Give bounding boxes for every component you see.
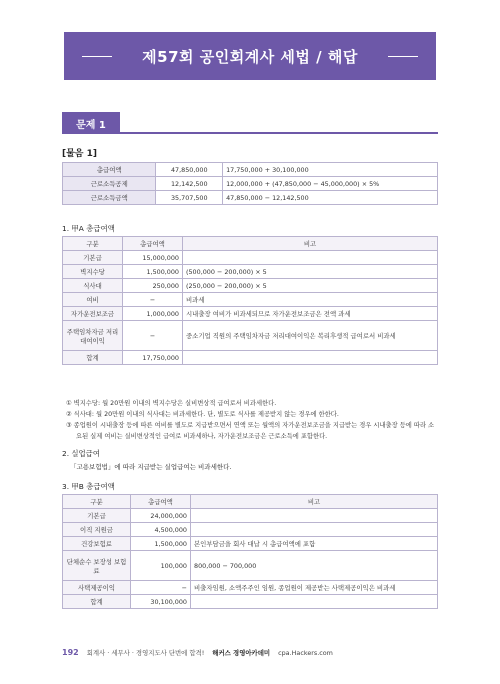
section2-text: 「고용보험법」에 따라 지급받는 실업급여는 비과세한다. bbox=[70, 463, 232, 471]
table-row bbox=[63, 265, 438, 279]
note-item: ① 벽지수당: 월 20만원 이내의 벽지수당은 실비변상적 급여로서 비과세한다. bbox=[66, 400, 277, 407]
problem-label: 문제 1 bbox=[62, 112, 120, 134]
table-row bbox=[63, 307, 438, 321]
section1-table bbox=[62, 236, 438, 365]
row-label: 근로소득금액 bbox=[63, 191, 156, 205]
footer-url: cpa.Hackers.com bbox=[278, 648, 333, 657]
banner-title: 제57회 공인회계사 세법 / 해답 bbox=[142, 47, 358, 66]
cell-item: 자가운전보조금 bbox=[63, 307, 123, 321]
cell-item: 건강보험료 bbox=[63, 537, 131, 551]
col-header: 구분 bbox=[63, 237, 123, 251]
footer-tagline: 회계사 · 세무사 · 경영지도사 단번에 합격! bbox=[86, 649, 205, 657]
cell-note bbox=[191, 509, 438, 523]
cell-item: 주택임차자금 저리대여이익 bbox=[63, 321, 123, 351]
cell-note: 시내출장 여비가 비과세되므로 자가운전보조금은 전액 과세 bbox=[183, 307, 438, 321]
cell-amount: 1,000,000 bbox=[123, 307, 183, 321]
row-label: 총급여액 bbox=[63, 163, 156, 177]
table-row bbox=[63, 177, 438, 191]
cell-amount: 17,750,000 bbox=[123, 351, 183, 365]
cell-note: 비과세 bbox=[183, 293, 438, 307]
table-header-row bbox=[63, 237, 438, 251]
cell-note: (500,000 − 200,000) × 5 bbox=[183, 265, 438, 279]
table-row bbox=[63, 279, 438, 293]
cell-item: 합계 bbox=[63, 595, 131, 609]
cell-amount: 100,000 bbox=[131, 551, 191, 581]
cell-amount: − bbox=[123, 321, 183, 351]
note-item: ② 식사대: 월 20만원 이내의 식사대는 비과세한다. 단, 별도로 식사를 제공받지 않는 경우에 한한다. bbox=[66, 411, 339, 418]
cell-note: 본인부담금을 회사 대납 시 총급여액에 포함 bbox=[191, 537, 438, 551]
section3-heading: 3. 甲B 총급여액 bbox=[62, 482, 115, 491]
cell-note: 중소기업 직원의 주택임차자금 저리대여이익은 복리후생적 급여로서 비과세 bbox=[183, 321, 438, 351]
cell-note bbox=[191, 595, 438, 609]
section2-heading: 2. 실업급여 bbox=[62, 449, 100, 458]
cell-item: 식사대 bbox=[63, 279, 123, 293]
table-header-row bbox=[63, 495, 438, 509]
col-header: 구분 bbox=[63, 495, 131, 509]
cell-amount: 4,500,000 bbox=[131, 523, 191, 537]
problem-underline bbox=[62, 132, 438, 134]
col-header: 총급여액 bbox=[123, 237, 183, 251]
cell-item: 이직 지원금 bbox=[63, 523, 131, 537]
cell-item: 기본급 bbox=[63, 509, 131, 523]
chapter-banner bbox=[64, 32, 436, 80]
cell-item: 사택제공이익 bbox=[63, 581, 131, 595]
problem-header bbox=[62, 112, 438, 134]
note-item: ③ 종업원이 시내출장 등에 따른 여비를 별도로 지급받으면서 연액 또는 월액의 자가운전보조금을 지급받는 경우 시내출장 등에 따라 소요된 실제 여비는 실비변상적인 급여로 비과세하나, 자가운전보조금은 근로소득에 포함한다. bbox=[66, 422, 435, 440]
table-row bbox=[63, 321, 438, 351]
cell-item: 기본급 bbox=[63, 251, 123, 265]
table-row bbox=[63, 251, 438, 265]
banner-rule-right bbox=[388, 56, 418, 57]
table-row bbox=[63, 551, 438, 581]
cell-amount: 30,100,000 bbox=[131, 595, 191, 609]
cell-note: 800,000 − 700,000 bbox=[191, 551, 438, 581]
row-label: 근로소득공제 bbox=[63, 177, 156, 191]
table-row bbox=[63, 191, 438, 205]
cell-item: 벽지수당 bbox=[63, 265, 123, 279]
row-calc: 12,000,000 + (47,850,000 − 45,000,000) × 5% bbox=[223, 177, 438, 191]
page-footer bbox=[62, 648, 333, 657]
summary-table bbox=[62, 162, 438, 205]
cell-amount: 1,500,000 bbox=[131, 537, 191, 551]
row-amount: 35,707,500 bbox=[156, 191, 223, 205]
table-row bbox=[63, 581, 438, 595]
row-amount: 47,850,000 bbox=[156, 163, 223, 177]
row-calc: 47,850,000 − 12,142,500 bbox=[223, 191, 438, 205]
cell-note bbox=[191, 523, 438, 537]
cell-note: 비출자임원, 소액주주인 임원, 종업원이 제공받는 사택제공이익은 비과세 bbox=[191, 581, 438, 595]
footer-brand: 해커스 경영아카데미 bbox=[212, 649, 271, 657]
col-header: 총급여액 bbox=[131, 495, 191, 509]
table-row bbox=[63, 595, 438, 609]
cell-amount: − bbox=[123, 293, 183, 307]
notes-block bbox=[66, 398, 438, 442]
cell-item: 여비 bbox=[63, 293, 123, 307]
cell-amount: 24,000,000 bbox=[131, 509, 191, 523]
row-amount: 12,142,500 bbox=[156, 177, 223, 191]
cell-note: (250,000 − 200,000) × 5 bbox=[183, 279, 438, 293]
banner-rule-left bbox=[82, 56, 112, 57]
cell-amount: 1,500,000 bbox=[123, 265, 183, 279]
row-calc: 17,750,000 + 30,100,000 bbox=[223, 163, 438, 177]
cell-note bbox=[183, 251, 438, 265]
solution-title: [물음 1] bbox=[62, 149, 98, 159]
table-row bbox=[63, 523, 438, 537]
cell-amount: 250,000 bbox=[123, 279, 183, 293]
page-number: 192 bbox=[62, 648, 79, 657]
section1-heading: 1. 甲A 총급여액 bbox=[62, 224, 115, 233]
section3-table bbox=[62, 494, 438, 609]
table-row bbox=[63, 537, 438, 551]
table-row bbox=[63, 163, 438, 177]
cell-note bbox=[183, 351, 438, 365]
table-row bbox=[63, 509, 438, 523]
cell-item: 단체순수 보장성 보험료 bbox=[63, 551, 131, 581]
cell-amount: − bbox=[131, 581, 191, 595]
cell-item: 합계 bbox=[63, 351, 123, 365]
col-header: 비고 bbox=[183, 237, 438, 251]
table-row bbox=[63, 293, 438, 307]
cell-amount: 15,000,000 bbox=[123, 251, 183, 265]
table-row bbox=[63, 351, 438, 365]
col-header: 비고 bbox=[191, 495, 438, 509]
